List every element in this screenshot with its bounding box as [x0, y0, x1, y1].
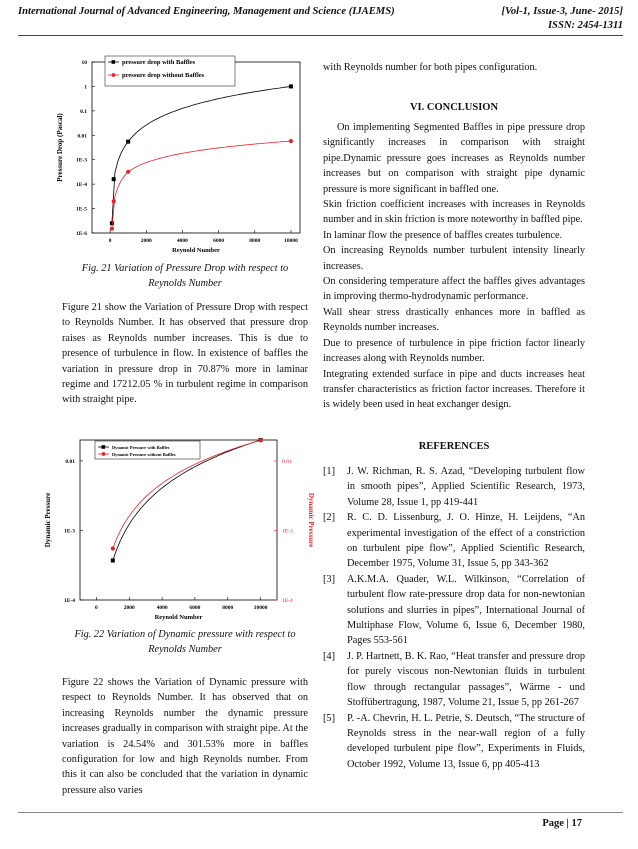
data-point [112, 177, 116, 181]
legend-marker [112, 73, 116, 77]
reference-item [323, 464, 585, 510]
conclusion-point: In laminar flow the presence of baffles creates turbulence. [323, 229, 563, 241]
y-tick-label: 1 [84, 84, 87, 91]
reference-text: J. P. Hartnett, B. K. Rao, “Heat transfer and pressure drop for purely viscous non-Newtonian fluids in turbulent flow through rectangular passages”, Wärme - und Stoffübertragung, 1987, Volume 21, Issue 5, pp 261-267 [347, 650, 585, 709]
x-tick-label: 10000 [253, 605, 268, 611]
legend-marker [102, 445, 106, 449]
conclusion-point: On considering temperature affect the baffles gives advantages in improving thermo-hydrodynamic performance. [323, 276, 585, 303]
reference-item [323, 572, 585, 649]
data-point [111, 546, 115, 550]
conclusion-point: On implementing Segmented Baffles in pipe pressure drop significantly increases in comparison with straight pipe.Dynamic pressure goes increases as Reynolds number increases but on comparison with straight pipe dynamic pressure is more significant in baffled one. [323, 122, 585, 195]
journal-issn: ISSN: 2454-1311 [547, 20, 623, 31]
reference-item [323, 711, 585, 773]
x-tick-label: 2000 [140, 238, 152, 244]
data-point [289, 139, 293, 143]
conclusion-point: Integrating extended surface in pipe and ducts increases heat transfer characteristics as friction factor increases. Therefore it is widely been used in heat exchanger design. [323, 368, 585, 411]
paragraph-fig21: Figure 21 show the Variation of Pressure Drop with respect to Reynolds Number. It has observed that pressure drop raises as Reynolds number increases. This is due to presence of turbulence in flow. In existence of baffles the variation in pressure drop in 70.87% more in laminar regime and 17212.05 % in turbulent regime in comparison with straight pipe. [62, 302, 308, 406]
reference-item [323, 649, 585, 711]
y-tick-label: 1E-4 [64, 598, 75, 604]
page-number: Page | 17 [542, 818, 582, 829]
reference-number: [4] [323, 650, 336, 662]
x-tick-label: 2000 [123, 605, 135, 611]
y-tick-label: 0.01 [65, 458, 75, 465]
reference-number: [3] [323, 573, 336, 585]
x-tick-label: 8000 [222, 605, 234, 611]
x-axis-label: Reynold Number [154, 614, 203, 621]
figure-21-caption: Fig. 21 Variation of Pressure Drop with respect to Reynolds Number [81, 263, 289, 289]
x-tick-label: 6000 [189, 605, 201, 611]
plot-frame [80, 440, 277, 600]
x-tick-label: 0 [95, 605, 98, 611]
footer-rule [18, 812, 623, 813]
y-axis-label: Pressure Drop (Pascal) [56, 113, 64, 182]
series-line [112, 141, 291, 229]
legend-label: Dynamic Pressure with Baffles [112, 445, 170, 450]
figure-22-chart [40, 434, 320, 626]
conclusion-point: Wall shear stress drastically enhances more in baffled as Reynolds number increases. [323, 306, 585, 334]
data-point [289, 84, 293, 88]
reference-text: J. W. Richman, R. S. Azad, “Developing turbulent flow in smooth pipes”, Applied Scientific Research, 1973, Volume 28, Issue 1, pp 419-441 [347, 466, 585, 508]
data-point [126, 170, 130, 174]
journal-issue: [Vol-1, Issue-3, June- 2015] [501, 6, 623, 17]
conclusion-heading: VI. CONCLUSION [409, 102, 499, 113]
x-axis-label: Reynold Number [172, 247, 220, 254]
reference-text: P. -A. Chevrin, H. L. Petrie, S. Deutsch, “The structure of Reynolds stress in the near-wall region of a fully developed turbulent pipe flow”, Experiments in Fluids, October 1992, Volume 13, Issue 6, pp 405-413 [347, 712, 585, 770]
legend-label: pressure drop without Baffles [122, 72, 205, 79]
paragraph-fig22: Figure 22 shows the Variation of Dynamic pressure with respect to Reynolds Number. It has observed that on increasing Reynolds number the dynamic pressure increases gradually in comparison with straight pipe. At the variation is 24.54% and 301.53% more in baffles configuration for low and high Reynolds number. From this it can also be concluded that the variation in dynamic pressure also varies [62, 677, 308, 796]
x-tick-label: 4000 [156, 605, 168, 611]
conclusion-point: On increasing Reynolds number turbulent intensity linearly increases. [323, 245, 585, 272]
x-tick-label: 4000 [176, 238, 188, 244]
conclusion-body [323, 120, 585, 413]
figure-21-chart [48, 50, 310, 262]
legend-marker [112, 60, 116, 64]
conclusion-point: Skin friction coefficient increases with increases in Reynolds number and in skin friction is more noteworthy in baffled pipe. [323, 199, 585, 226]
data-point [110, 227, 114, 231]
right-y-tick-label: 1E-4 [282, 598, 293, 604]
legend-label: pressure drop with Baffles [122, 59, 196, 66]
data-point [112, 199, 116, 203]
y-tick-label: 1E-3 [76, 157, 87, 164]
y-tick-label: 1E-5 [76, 206, 87, 213]
data-point [111, 558, 115, 562]
x-tick-label: 10000 [284, 238, 298, 244]
y-tick-label: 0.1 [80, 108, 87, 115]
reference-number: [1] [323, 466, 336, 477]
x-tick-label: 0 [108, 238, 112, 244]
series-line [112, 86, 291, 223]
right-y-axis-label: Dynamic Pressure [307, 492, 315, 548]
y-axis-label: Dynamic Pressure [44, 492, 52, 548]
x-tick-label: 8000 [249, 238, 261, 244]
reference-item [323, 510, 585, 572]
legend-marker [102, 452, 106, 456]
y-tick-label: 10 [81, 60, 87, 66]
conclusion-point: Due to presence of turbulence in pipe friction factor linearly increases along with Reynolds number. [323, 337, 585, 365]
reference-number: [2] [323, 512, 336, 524]
references-list [323, 464, 585, 772]
y-tick-label: 0.01 [77, 133, 87, 140]
legend-label: Dynamic Pressure without Baffles [112, 452, 176, 457]
reference-number: [5] [323, 712, 336, 724]
figure-22-caption: Fig. 22 Variation of Dynamic pressure with respect to Reynolds Number [74, 629, 296, 655]
right-continuation: with Reynolds number for both pipes configuration. [323, 62, 538, 73]
plot-frame [92, 62, 300, 233]
right-y-tick-label: 0.01 [282, 458, 292, 465]
y-tick-label: 1E-4 [76, 182, 87, 189]
journal-header [18, 6, 623, 17]
references-heading: REFERENCES [418, 441, 490, 452]
data-point [126, 140, 130, 144]
y-tick-label: 1E-3 [64, 528, 75, 535]
data-point [258, 438, 262, 442]
reference-text: A.K.M.A. Quader, W.L. Wilkinson, “Correlation of turbulent flow rate-pressure drop data for non-newtonian solutions and slurries in pipes”, International Journal of Multiphase Flow, Volume 6, Issue 6, December 1980, Pages 553-561 [347, 573, 585, 647]
header-rule [18, 35, 623, 36]
reference-text: R. C. D. Lissenburg, J. O. Hinze, H. Leijdens, “An experimental investigation of the effect of a constriction on turbulent pipe flow”, Applied Scientific Research, December 1975, Volume 31, Issue 5, pp 343-362 [347, 512, 585, 570]
right-y-tick-label: 1E-3 [282, 528, 293, 535]
y-tick-label: 1E-6 [76, 231, 87, 237]
journal-title: International Journal of Advanced Engineering, Management and Science (IJAEMS) [18, 6, 395, 17]
x-tick-label: 6000 [213, 238, 225, 244]
